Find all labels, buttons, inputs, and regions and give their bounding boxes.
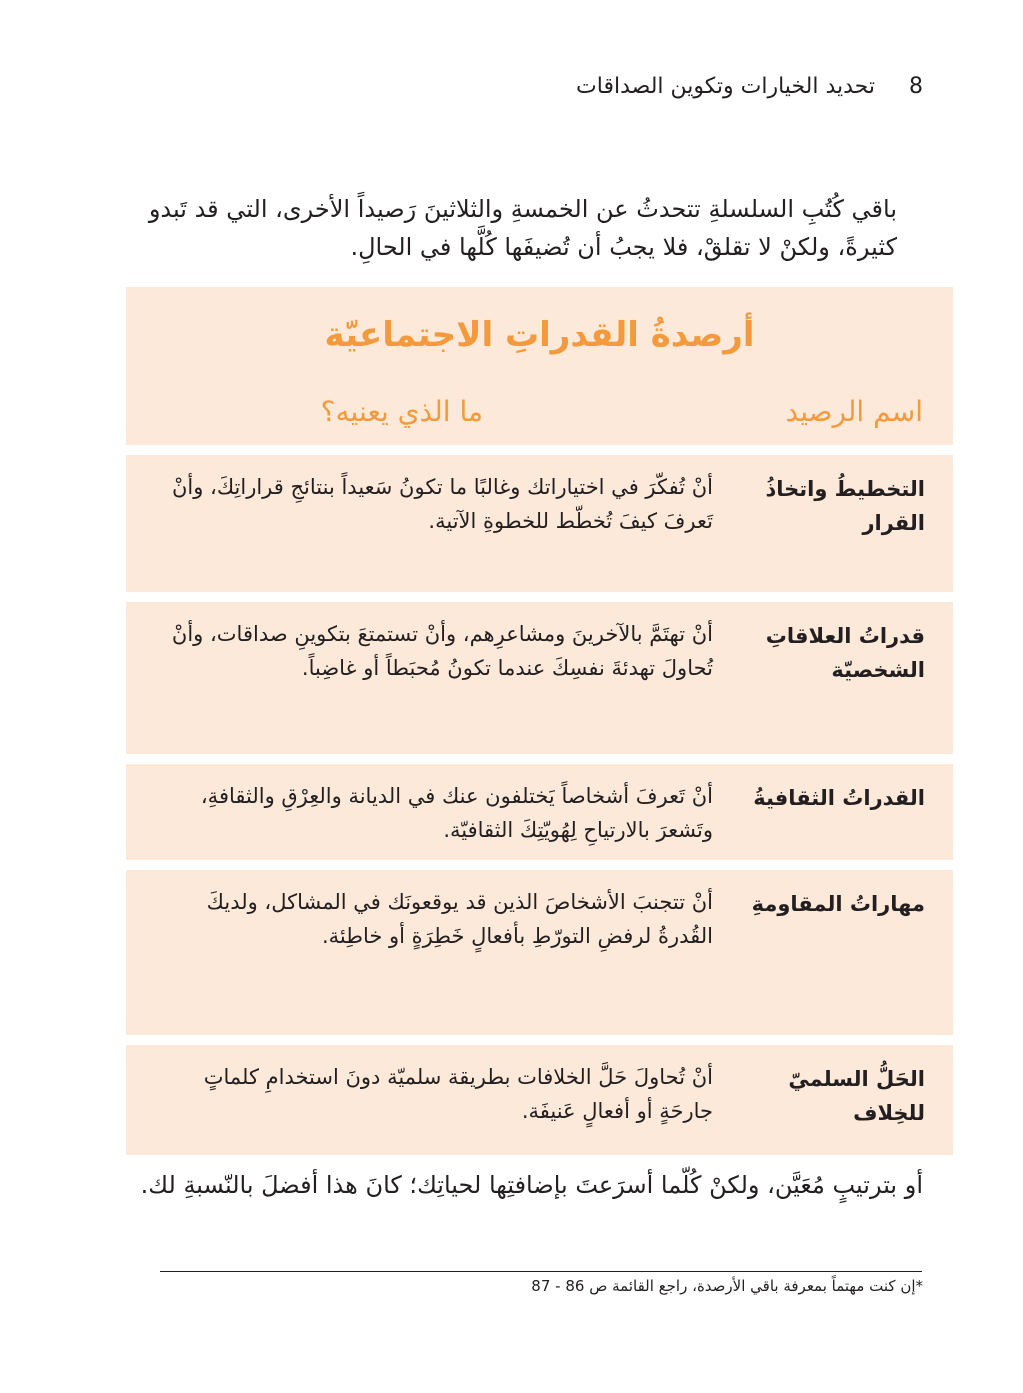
footnote-divider <box>160 1271 922 1272</box>
page-header <box>576 74 923 99</box>
table-header <box>126 287 953 445</box>
asset-meaning: أنْ تُفكّرَ في اختياراتك وغالبًا ما تكونُ سَعيداً بنتائجِ قراراتِكَ، وأنْ تَعرفَ كيفَ تُخطّط للخطوةِ الآتية. <box>171 475 713 533</box>
intro-paragraph: باقي كُتُبِ السلسلةِ تتحدثُ عن الخمسةِ والثلاثينَ رَصيداً الأخرى، التي قد تَبدو كثيرةً، ولكنْ لا تقلقْ، فلا يجبُ أن تُضيفَها كُلَّها في الحالِ. <box>148 195 897 262</box>
table-row <box>126 764 953 860</box>
column-header-meaning: ما الذي يعنيه؟ <box>320 395 483 428</box>
table-row <box>126 455 953 592</box>
footnote: *إن كنت مهتماً بمعرفة باقي الأرصدة، راجع القائمة ص 86 - 87 <box>531 1277 923 1295</box>
asset-name: القدراتُ الثقافيةُ <box>753 786 925 810</box>
page-number: 8 <box>909 74 923 99</box>
table-row <box>126 602 953 754</box>
asset-meaning: أنْ تَعرفَ أشخاصاً يَختلفون عنك في الديانة والعِرْقِ والثقافةِ، وتَشعرَ بالارتياحِ لِهُويّتِكَ الثقافيّة. <box>200 784 713 842</box>
table-title: أرصدةُ القدراتِ الاجتماعيّة <box>324 315 755 355</box>
asset-name: قدراتُ العلاقاتِ الشخصيّة <box>765 624 925 682</box>
assets-table <box>126 287 953 1155</box>
column-header-name: اسم الرصيد <box>785 395 923 428</box>
asset-meaning: أنْ تهتَمَّ بالآخرينَ ومشاعرِهم، وأنْ تستمتعَ بتكوينِ صداقات، وأنْ تُحاولَ تهدئةَ نفسِكَ عندما تكونُ مُحبَطاً أو غاضِباً. <box>171 622 713 680</box>
table-row <box>126 1045 953 1155</box>
asset-name: مهاراتُ المقاومةِ <box>751 892 925 916</box>
running-title: تحديد الخيارات وتكوين الصداقات <box>576 74 875 99</box>
asset-name: التخطيطُ واتخاذُ القرار <box>765 477 925 535</box>
outro-paragraph: أو بترتيبٍ مُعَيَّن، ولكنْ كُلّما أسرَعتَ بإضافتِها لحياتِك؛ كانَ هذا أفضلَ بالنّسبةِ لك. <box>140 1171 923 1199</box>
table-row <box>126 870 953 1035</box>
asset-name: الحَلُّ السلميّ للخِلاف <box>788 1067 925 1125</box>
asset-meaning: أنْ تتجنبَ الأشخاصَ الذين قد يوقعونَك في المشاكل، ولديكَ القُدرةُ لرفضِ التورّطِ بأفعالٍ خَطِرَةٍ أو خاطِئة. <box>206 890 713 948</box>
asset-meaning: أنْ تُحاولَ حَلَّ الخلافات بطريقة سلميّة دونَ استخدامِ كلماتٍ جارحَةٍ أو أفعالٍ عَنيفَة. <box>203 1065 713 1123</box>
